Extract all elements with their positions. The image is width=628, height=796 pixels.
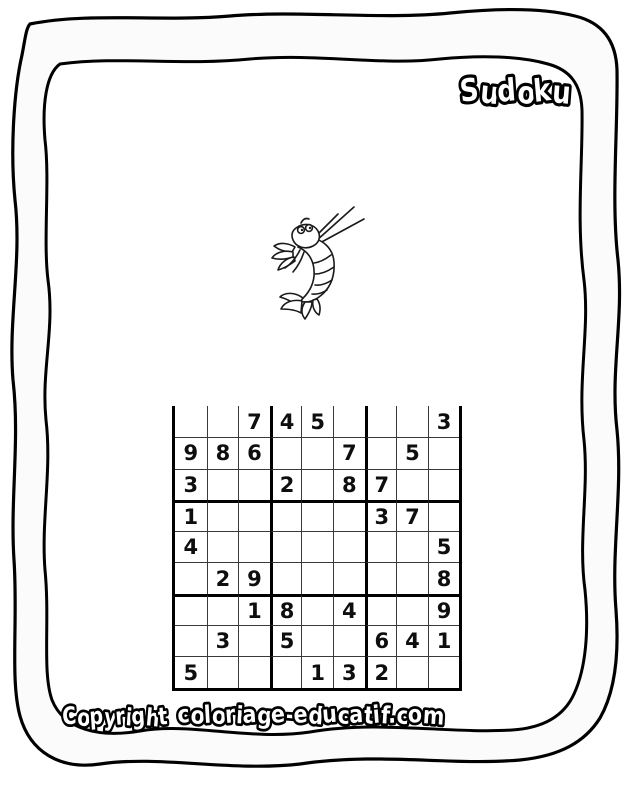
- sudoku-cell-empty: [396, 594, 428, 625]
- sudoku-cell-given: 4: [396, 625, 428, 656]
- sudoku-cell-empty: [270, 531, 302, 562]
- sudoku-cell-given: 5: [428, 531, 460, 562]
- shrimp-pupil: [301, 229, 303, 231]
- sudoku-cell-given: 8: [333, 469, 365, 500]
- sudoku-cell-empty: [238, 625, 270, 656]
- sudoku-cell-given: 3: [175, 469, 207, 500]
- sudoku-cell-given: 7: [396, 500, 428, 531]
- sudoku-cell-empty: [175, 594, 207, 625]
- sudoku-cell-empty: [270, 656, 302, 687]
- sudoku-cell-empty: [396, 406, 428, 437]
- sudoku-cell-empty: [365, 437, 397, 468]
- sudoku-cell-given: 1: [428, 625, 460, 656]
- sudoku-cell-empty: [207, 531, 239, 562]
- sudoku-cell-given: 8: [207, 437, 239, 468]
- sudoku-cell-given: 1: [238, 594, 270, 625]
- sudoku-cell-empty: [175, 406, 207, 437]
- sudoku-cell-given: 3: [365, 500, 397, 531]
- sudoku-cell-empty: [270, 500, 302, 531]
- sudoku-cell-empty: [207, 500, 239, 531]
- sudoku-cell-given: 9: [238, 562, 270, 593]
- sudoku-cell-empty: [428, 469, 460, 500]
- sudoku-cell-empty: [333, 406, 365, 437]
- sudoku-grid: [172, 406, 462, 691]
- sudoku-cell-given: 2: [365, 656, 397, 687]
- sudoku-cell-given: 4: [333, 594, 365, 625]
- sudoku-cell-empty: [365, 531, 397, 562]
- sudoku-cell-given: 4: [175, 531, 207, 562]
- sudoku-cell-empty: [301, 437, 333, 468]
- sudoku-cell-empty: [207, 469, 239, 500]
- sudoku-cell-empty: [396, 469, 428, 500]
- sudoku-cell-given: 5: [270, 625, 302, 656]
- sudoku-cell-empty: [207, 594, 239, 625]
- sudoku-cell-empty: [238, 531, 270, 562]
- sudoku-cell-empty: [238, 469, 270, 500]
- sudoku-cell-empty: [301, 531, 333, 562]
- sudoku-cell-empty: [301, 500, 333, 531]
- footer-site-name: coloriage-educatif.com: [176, 699, 450, 731]
- sudoku-cell-empty: [333, 500, 365, 531]
- sudoku-cell-empty: [365, 594, 397, 625]
- sudoku-cell-given: 7: [365, 469, 397, 500]
- sudoku-cell-empty: [396, 562, 428, 593]
- footer-copyright-word: Copyright: [60, 701, 171, 733]
- sudoku-cell-empty: [175, 562, 207, 593]
- sudoku-cell-empty: [238, 656, 270, 687]
- sudoku-cell-given: 1: [175, 500, 207, 531]
- sudoku-cell-given: 2: [270, 469, 302, 500]
- sudoku-cell-empty: [365, 406, 397, 437]
- sudoku-cell-empty: [270, 562, 302, 593]
- sudoku-cell-given: 7: [333, 437, 365, 468]
- sudoku-cell-given: 3: [333, 656, 365, 687]
- sudoku-cell-given: 9: [175, 437, 207, 468]
- sudoku-cell-empty: [428, 437, 460, 468]
- sudoku-cell-empty: [428, 656, 460, 687]
- sudoku-cell-given: 2: [207, 562, 239, 593]
- sudoku-cell-given: 8: [270, 594, 302, 625]
- sudoku-cell-empty: [301, 594, 333, 625]
- sudoku-cell-empty: [207, 406, 239, 437]
- sudoku-cell-given: 5: [396, 437, 428, 468]
- sudoku-cell-empty: [270, 437, 302, 468]
- sudoku-cell-given: 1: [301, 656, 333, 687]
- sudoku-cell-empty: [396, 531, 428, 562]
- sudoku-cell-given: 3: [207, 625, 239, 656]
- sudoku-cell-given: 5: [175, 656, 207, 687]
- sudoku-cell-empty: [428, 500, 460, 531]
- sudoku-cell-empty: [207, 656, 239, 687]
- sudoku-cell-empty: [175, 625, 207, 656]
- sudoku-cell-empty: [365, 562, 397, 593]
- sudoku-cell-empty: [301, 562, 333, 593]
- sudoku-cell-given: 9: [428, 594, 460, 625]
- shrimp-pupil: [309, 227, 311, 229]
- sudoku-cell-given: 4: [270, 406, 302, 437]
- sudoku-cell-empty: [333, 625, 365, 656]
- sudoku-cell-empty: [301, 625, 333, 656]
- sudoku-cell-empty: [301, 469, 333, 500]
- sudoku-cell-empty: [238, 500, 270, 531]
- sudoku-cell-given: 5: [301, 406, 333, 437]
- sudoku-cell-given: 8: [428, 562, 460, 593]
- sudoku-cell-given: 6: [365, 625, 397, 656]
- sudoku-cell-empty: [333, 562, 365, 593]
- sudoku-cell-given: 3: [428, 406, 460, 437]
- sudoku-cell-empty: [333, 531, 365, 562]
- sudoku-cell-empty: [396, 656, 428, 687]
- sudoku-cell-given: 6: [238, 437, 270, 468]
- sudoku-cell-given: 7: [238, 406, 270, 437]
- page-title: Sudoku: [457, 71, 577, 113]
